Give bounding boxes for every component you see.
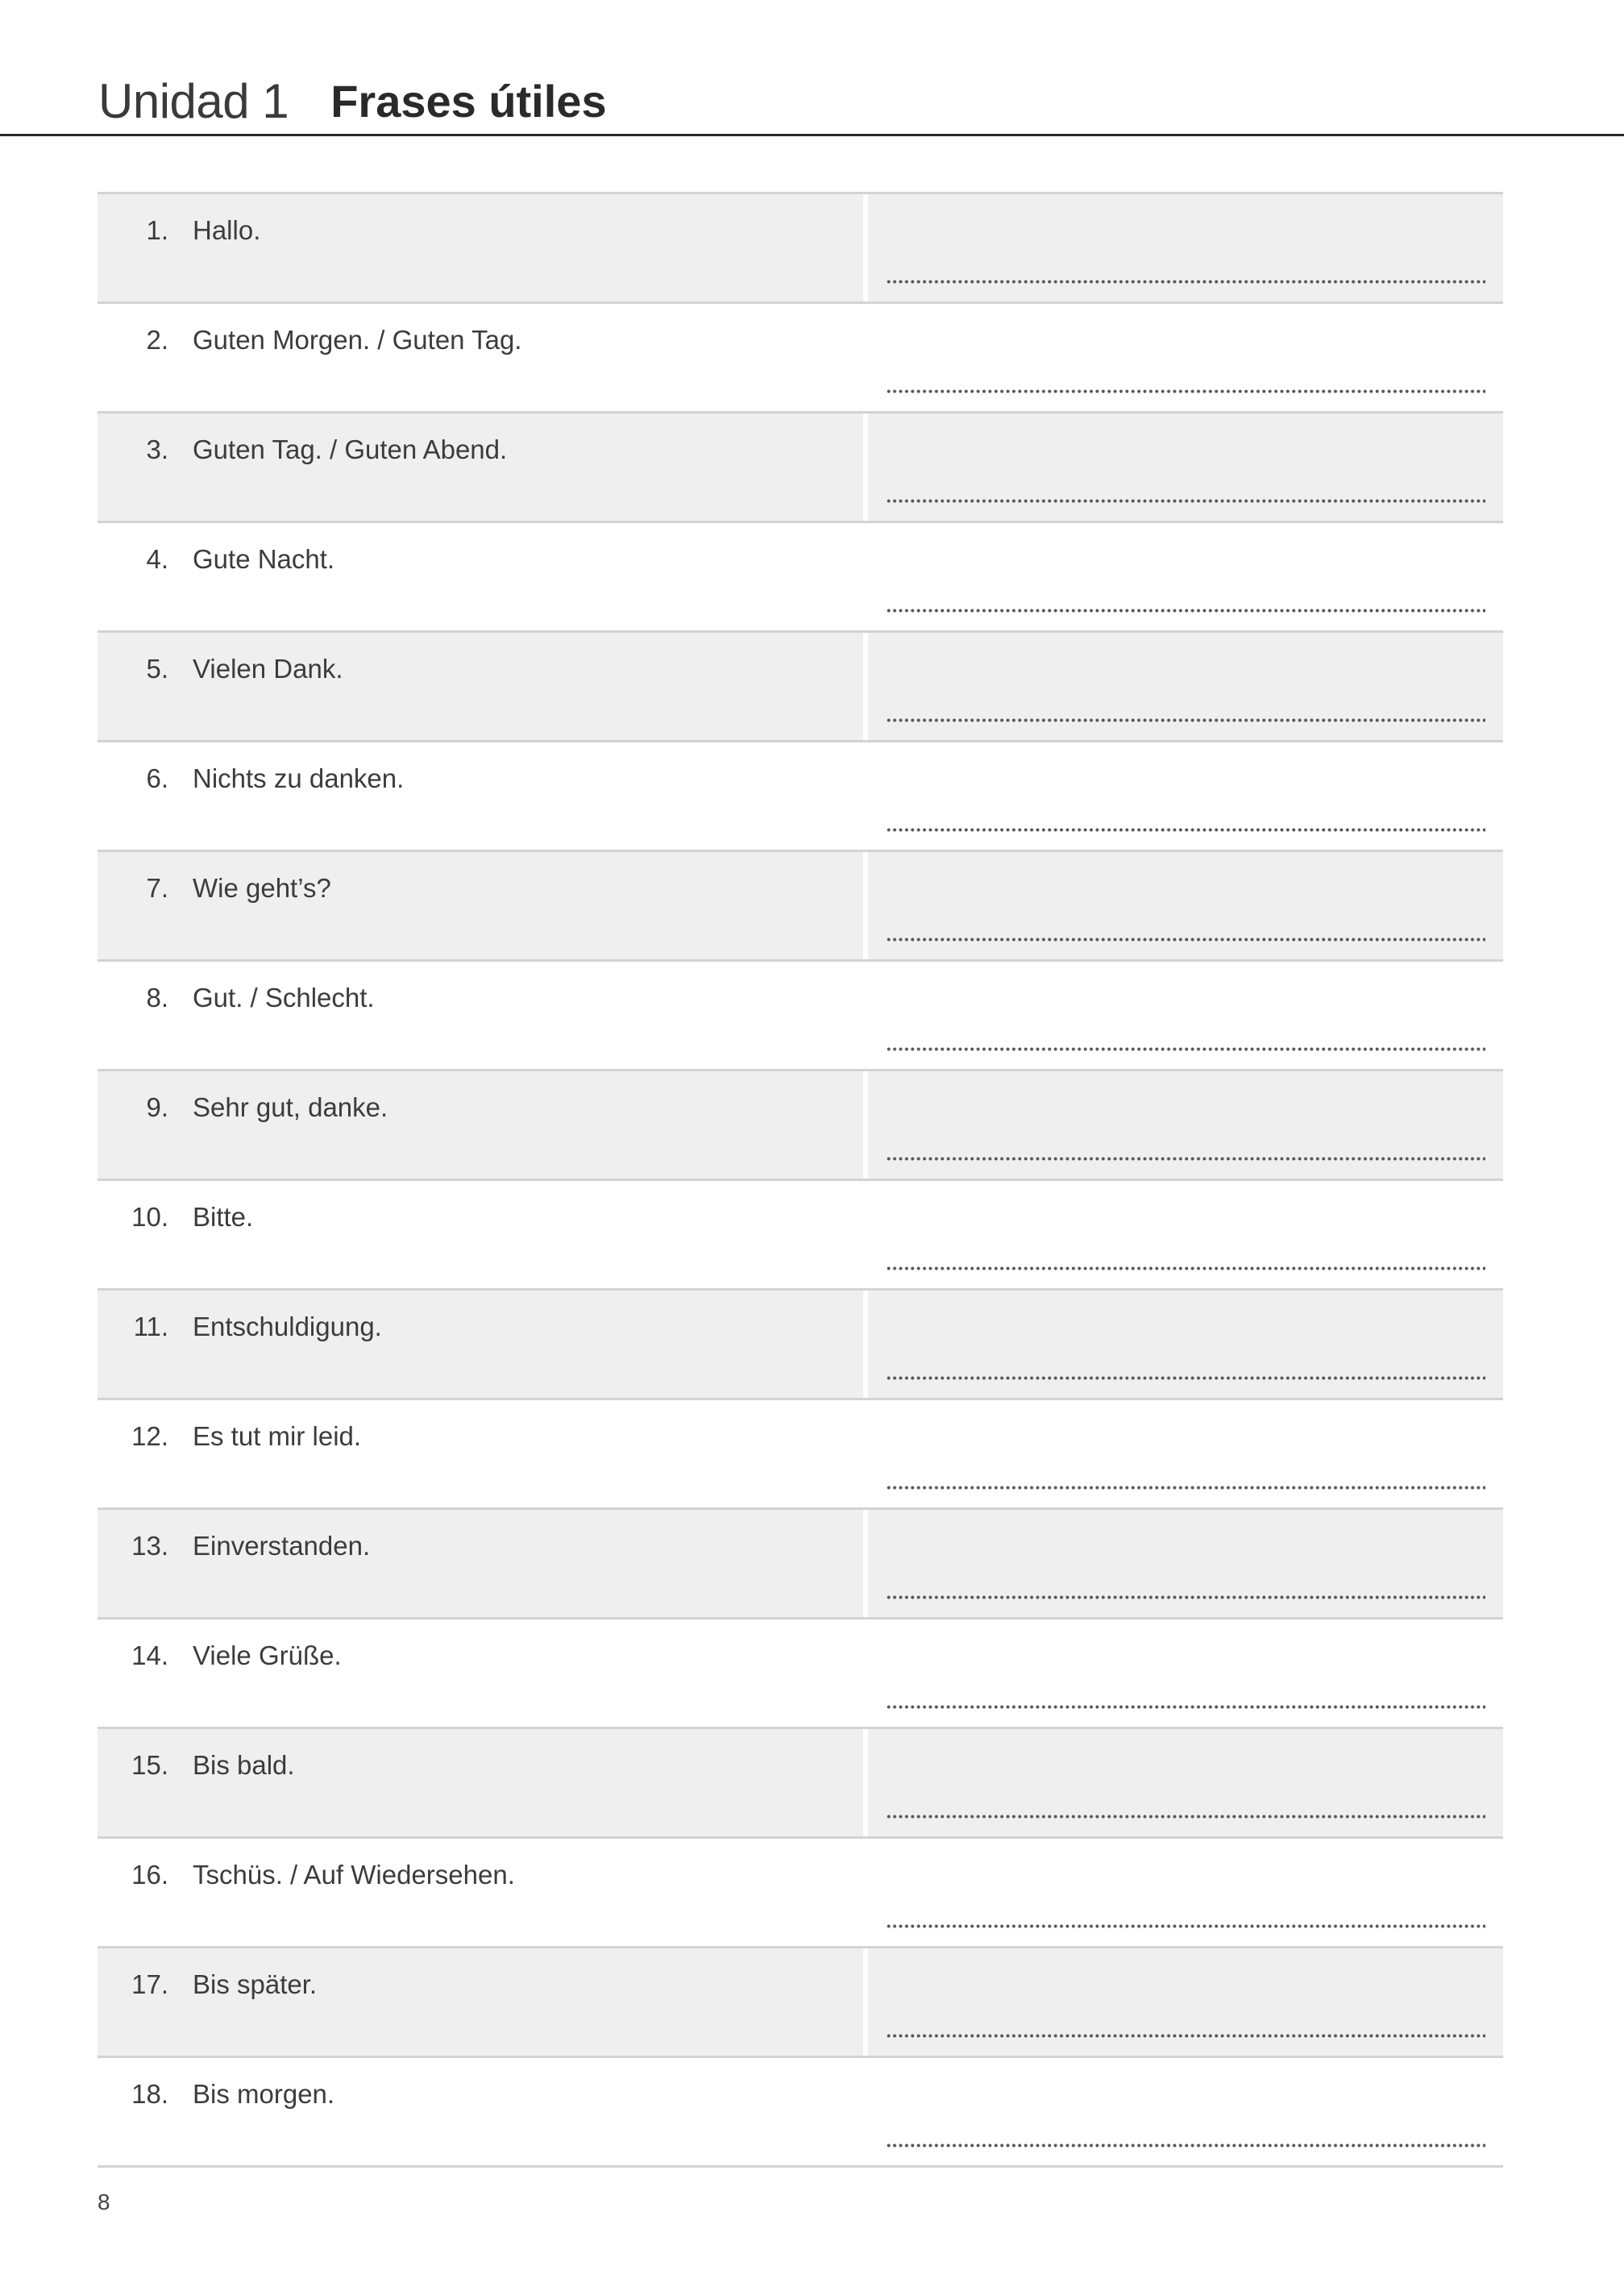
answer-cell [868, 633, 1503, 740]
phrase-cell [98, 1510, 863, 1617]
phrase-row [98, 414, 1503, 523]
phrase-cell [98, 852, 863, 959]
phrase-row [98, 1291, 1503, 1400]
phrase-number: 15. [131, 1750, 168, 1780]
dotted-answer-line [886, 2034, 1485, 2038]
phrase-row [98, 1510, 1503, 1620]
dotted-answer-line [886, 718, 1485, 722]
dotted-answer-line [886, 1157, 1485, 1161]
answer-cell [868, 2058, 1503, 2165]
phrase-number: 11. [133, 1312, 168, 1341]
phrase-number: 17. [131, 1969, 168, 1999]
dotted-answer-line [886, 828, 1485, 832]
answer-cell [868, 194, 1503, 301]
phrase-cell [98, 2058, 863, 2165]
dotted-answer-line [886, 499, 1485, 503]
phrase-number: 1. [146, 215, 168, 245]
phrase-row [98, 742, 1503, 852]
answer-cell [868, 1071, 1503, 1179]
answer-cell [868, 523, 1503, 630]
answer-cell [868, 852, 1503, 959]
answer-cell [868, 304, 1503, 411]
phrase-number: 2. [146, 325, 168, 355]
answer-cell [868, 1839, 1503, 1946]
answer-cell [868, 1620, 1503, 1727]
phrase-row [98, 1181, 1503, 1291]
phrase-number: 7. [146, 873, 168, 903]
dotted-answer-line [886, 2143, 1485, 2148]
dotted-answer-line [886, 1705, 1485, 1709]
phrase-cell [98, 962, 863, 1069]
phrase-cell [98, 304, 863, 411]
phrase-row [98, 852, 1503, 962]
phrase-cell [98, 1071, 863, 1179]
phrase-text: Vielen Dank. [193, 654, 343, 684]
phrase-text: Entschuldigung. [193, 1312, 382, 1341]
phrase-text: Nichts zu danken. [193, 763, 405, 793]
phrase-cell [98, 523, 863, 630]
phrase-row [98, 1400, 1503, 1510]
dotted-answer-line [886, 1595, 1485, 1599]
dotted-answer-line [886, 1047, 1485, 1051]
phrase-cell [98, 633, 863, 740]
dotted-answer-line [886, 938, 1485, 942]
phrase-number: 3. [146, 434, 168, 464]
phrase-row [98, 1948, 1503, 2058]
page-number: 8 [98, 2189, 110, 2214]
phrase-cell [98, 1839, 863, 1946]
answer-cell [868, 1181, 1503, 1288]
page-header [98, 64, 607, 137]
phrase-text: Einverstanden. [193, 1531, 371, 1561]
answer-cell [868, 1400, 1503, 1507]
phrase-cell [98, 1948, 863, 2056]
answer-cell [868, 414, 1503, 521]
phrase-number: 14. [131, 1640, 168, 1670]
phrase-text: Guten Tag. / Guten Abend. [193, 434, 508, 464]
phrase-number: 6. [146, 763, 168, 793]
phrase-text: Gute Nacht. [193, 544, 335, 574]
unit-label: Unidad 1 [98, 73, 289, 128]
answer-cell [868, 742, 1503, 850]
phrase-row [98, 633, 1503, 742]
phrase-table [98, 192, 1503, 2168]
phrase-row [98, 194, 1503, 304]
phrase-number: 5. [146, 654, 168, 684]
phrase-row [98, 1071, 1503, 1181]
answer-cell [868, 1510, 1503, 1617]
phrase-text: Gut. / Schlecht. [193, 983, 375, 1012]
phrase-cell [98, 1729, 863, 1836]
page-title: Frases útiles [330, 75, 607, 127]
phrase-row [98, 1839, 1503, 1948]
phrase-text: Bis bald. [193, 1750, 295, 1780]
phrase-row [98, 2058, 1503, 2168]
phrase-cell [98, 1400, 863, 1507]
answer-cell [868, 1729, 1503, 1836]
phrase-text: Es tut mir leid. [193, 1421, 362, 1451]
dotted-answer-line [886, 1924, 1485, 1928]
phrase-cell [98, 414, 863, 521]
phrase-number: 18. [131, 2079, 168, 2109]
answer-cell [868, 962, 1503, 1069]
dotted-answer-line [886, 1376, 1485, 1380]
header-rule [0, 134, 1624, 136]
phrase-text: Hallo. [193, 215, 261, 245]
phrase-row [98, 523, 1503, 633]
dotted-answer-line [886, 1486, 1485, 1490]
phrase-text: Viele Grüße. [193, 1640, 342, 1670]
phrase-number: 12. [131, 1421, 168, 1451]
phrase-cell [98, 742, 863, 850]
phrase-text: Tschüs. / Auf Wiedersehen. [193, 1860, 515, 1890]
phrase-row [98, 304, 1503, 414]
dotted-answer-line [886, 1815, 1485, 1819]
phrase-text: Wie geht’s? [193, 873, 331, 903]
phrase-number: 4. [146, 544, 168, 574]
phrase-text: Bis morgen. [193, 2079, 335, 2109]
answer-cell [868, 1948, 1503, 2056]
phrase-row [98, 1620, 1503, 1729]
dotted-answer-line [886, 280, 1485, 284]
phrase-number: 10. [131, 1202, 168, 1232]
phrase-cell [98, 1291, 863, 1398]
phrase-text: Bitte. [193, 1202, 254, 1232]
phrase-number: 8. [146, 983, 168, 1012]
dotted-answer-line [886, 1266, 1485, 1270]
phrase-number: 13. [131, 1531, 168, 1561]
phrase-text: Sehr gut, danke. [193, 1092, 388, 1122]
phrase-cell [98, 1620, 863, 1727]
answer-cell [868, 1291, 1503, 1398]
phrase-number: 16. [131, 1860, 168, 1890]
phrase-row [98, 962, 1503, 1071]
phrase-text: Bis später. [193, 1969, 318, 1999]
phrase-cell [98, 194, 863, 301]
dotted-answer-line [886, 389, 1485, 393]
phrase-number: 9. [146, 1092, 168, 1122]
dotted-answer-line [886, 609, 1485, 613]
phrase-cell [98, 1181, 863, 1288]
phrase-text: Guten Morgen. / Guten Tag. [193, 325, 522, 355]
phrase-row [98, 1729, 1503, 1839]
